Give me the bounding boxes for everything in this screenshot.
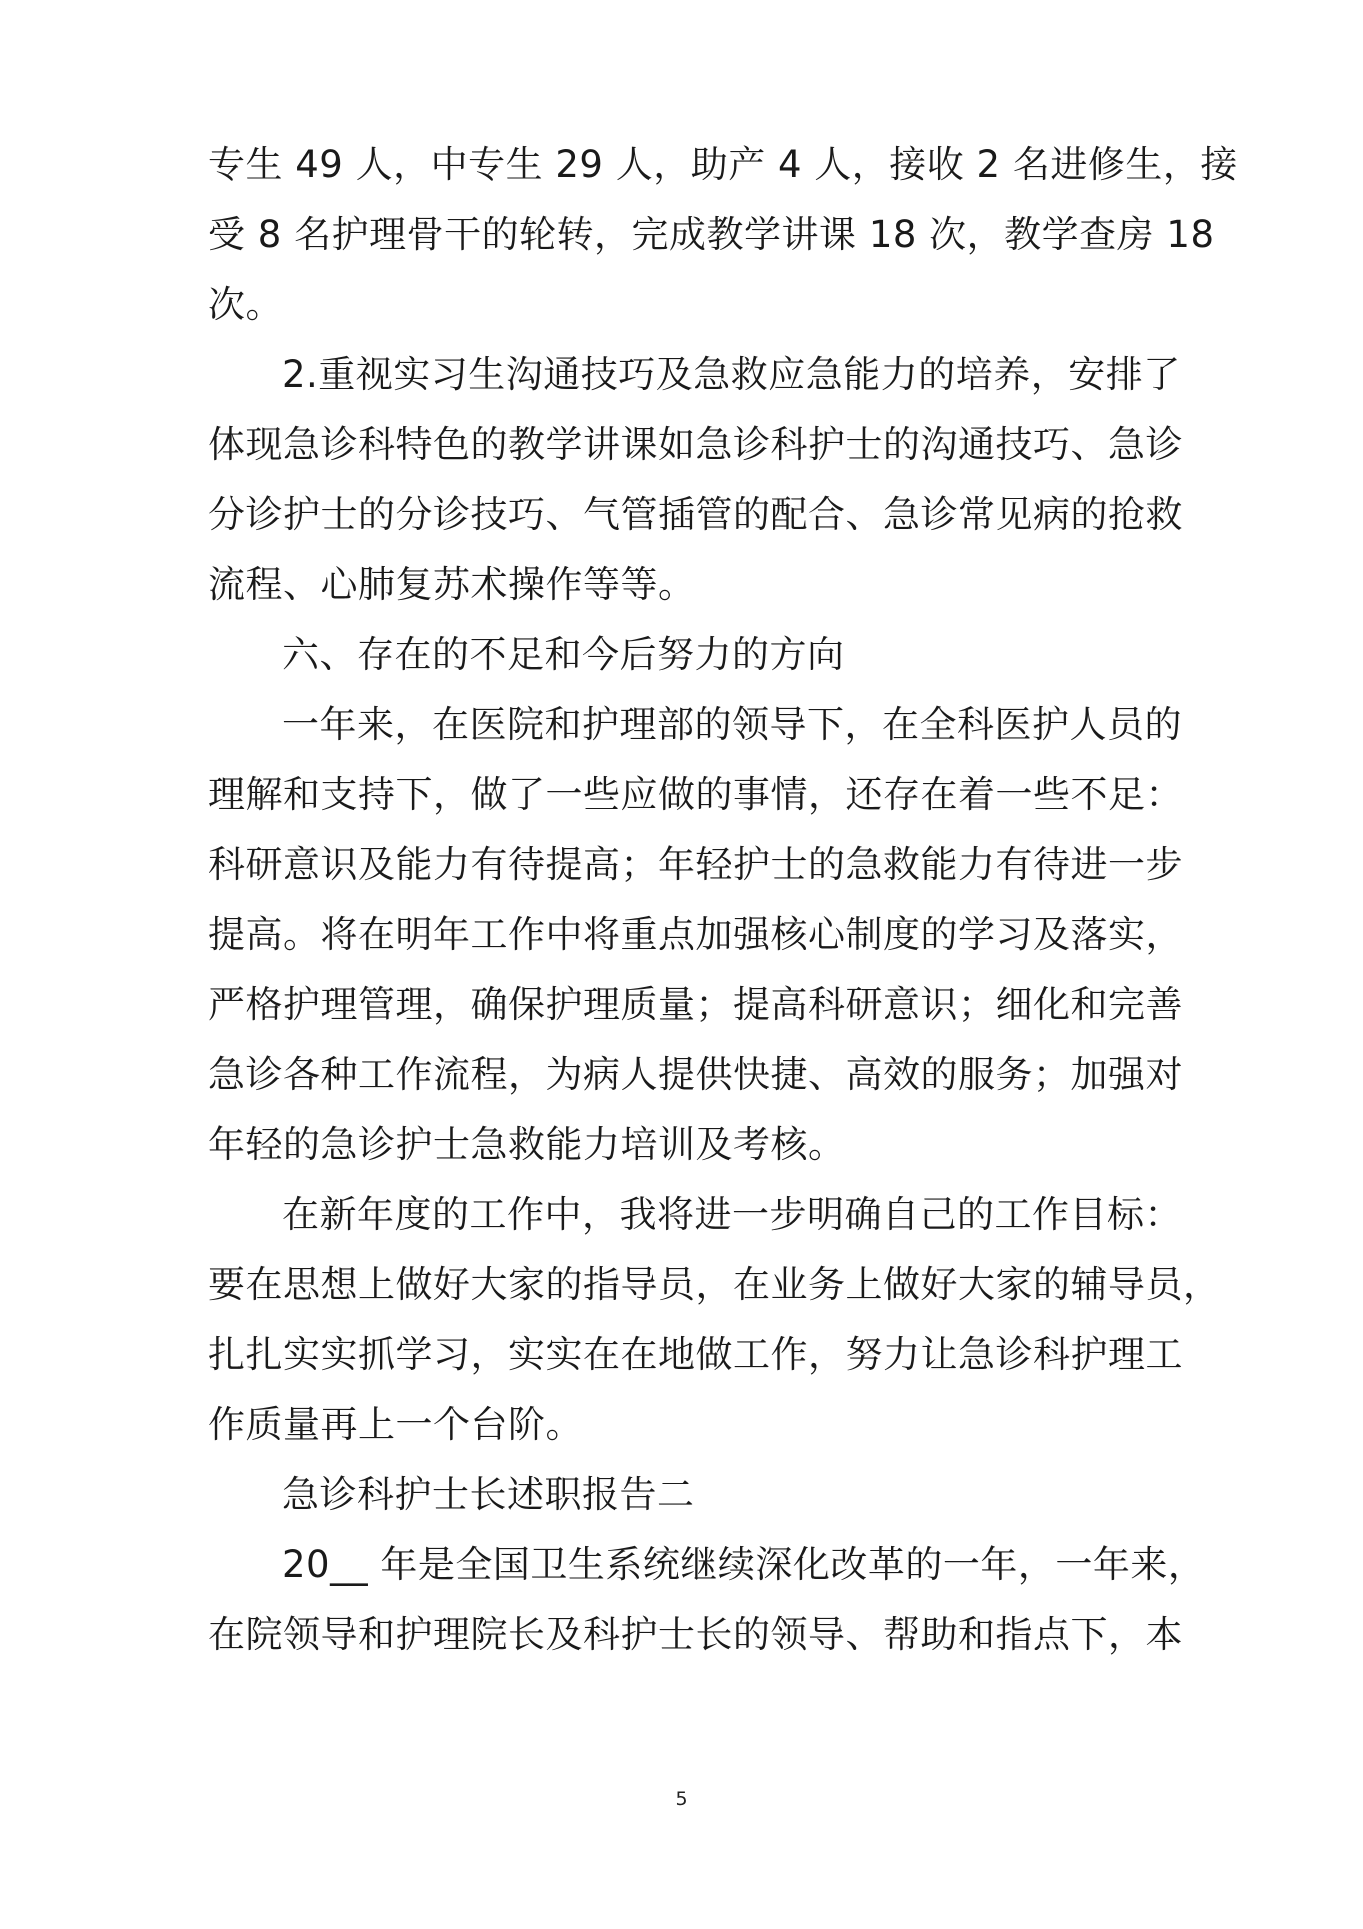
text-line: 受 8 名护理骨干的轮转，完成教学讲课 18 次，教学查房 18: [208, 213, 1215, 256]
text-line: 次。: [208, 283, 283, 326]
text-line: 一年来，在医院和护理部的领导下，在全科医护人员的: [282, 703, 1182, 746]
text-line: 理解和支持下，做了一些应做的事情，还存在着一些不足：: [208, 773, 1183, 816]
text-line: 急诊各种工作流程，为病人提供快捷、高效的服务；加强对: [208, 1053, 1183, 1096]
document-body: [208, 130, 1238, 1670]
text-line: 分诊护士的分诊技巧、气管插管的配合、急诊常见病的抢救: [208, 493, 1183, 536]
text-line: 提高。将在明年工作中将重点加强核心制度的学习及落实，: [208, 913, 1183, 956]
text-line: 要在思想上做好大家的指导员，在业务上做好大家的辅导员，: [208, 1263, 1221, 1306]
section-heading: 急诊科护士长述职报告二: [282, 1473, 695, 1516]
text-line: 科研意识及能力有待提高；年轻护士的急救能力有待进一步: [208, 843, 1183, 886]
text-line: 体现急诊科特色的教学讲课如急诊科护士的沟通技巧、急诊: [208, 423, 1183, 466]
section-heading: 六、存在的不足和今后努力的方向: [282, 633, 845, 676]
text-line: 2.重视实习生沟通技巧及急救应急能力的培养，安排了: [282, 353, 1181, 396]
text-line: 扎扎实实抓学习，实实在在地做工作，努力让急诊科护理工: [208, 1333, 1183, 1376]
text-line: 作质量再上一个台阶。: [208, 1403, 583, 1446]
text-line: 严格护理管理，确保护理质量；提高科研意识；细化和完善: [208, 983, 1183, 1026]
page-number: 5: [675, 1788, 688, 1810]
text-line: 年轻的急诊护士急救能力培训及考核。: [208, 1123, 846, 1166]
text-line: 20__ 年是全国卫生系统继续深化改革的一年，一年来，: [282, 1543, 1206, 1586]
text-line: 在新年度的工作中，我将进一步明确自己的工作目标：: [282, 1193, 1182, 1236]
text-line: 专生 49 人，中专生 29 人，助产 4 人，接收 2 名进修生，接: [208, 143, 1238, 186]
text-line: 在院领导和护理院长及科护士长的领导、帮助和指点下，本: [208, 1613, 1183, 1656]
text-line: 流程、心肺复苏术操作等等。: [208, 563, 696, 606]
